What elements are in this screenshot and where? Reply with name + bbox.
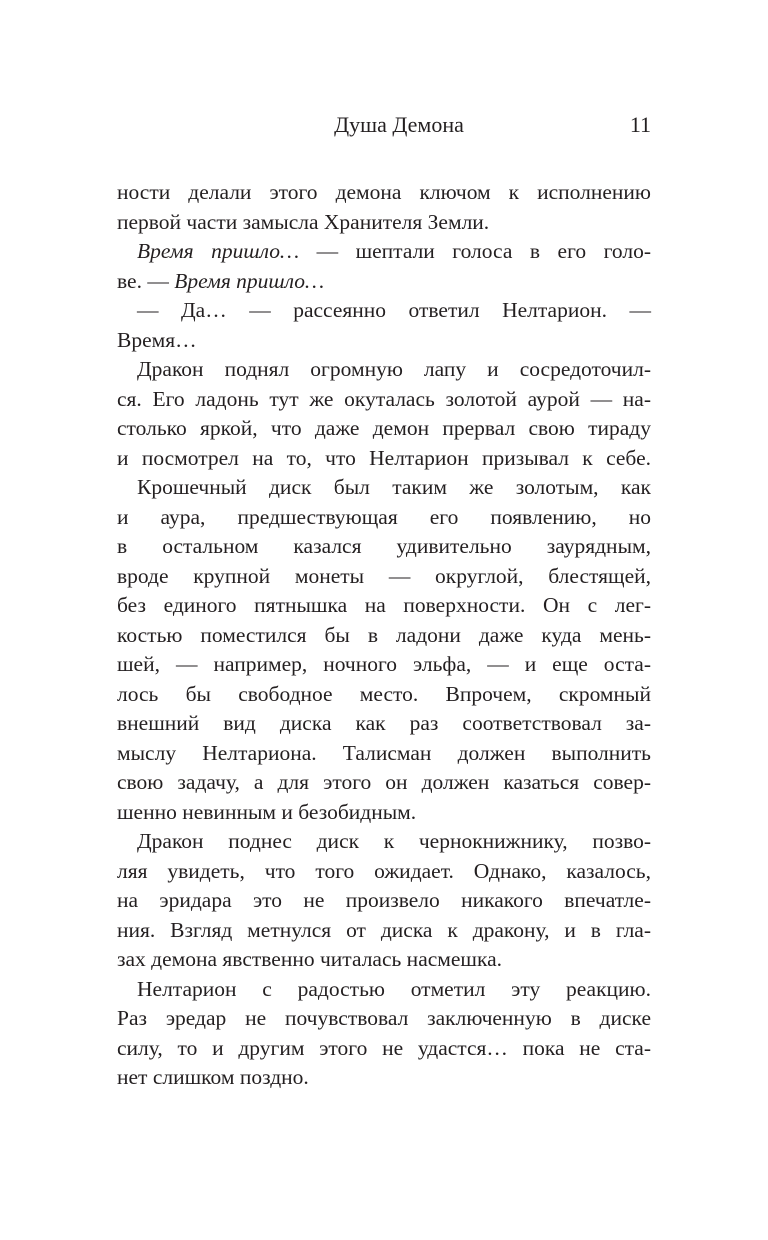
text-line: ния. Взгляд метнулся от диска к дракону, и в гла- [117, 917, 651, 942]
text-line: внешний вид диска как раз соответствовал за- [117, 711, 651, 735]
text-line: зах демона явственно читалась насмешка. [117, 947, 503, 971]
text-line: и аура, предшествующая его появлению, но [117, 504, 651, 529]
text-line: Время… [117, 327, 197, 352]
text-line: свою задачу, а для этого он должен казаться совер- [117, 770, 651, 794]
text-line: Раз эредар не почувствовал заключенную в диске [117, 1006, 651, 1030]
text-line: Дракон поднес диск к чернокнижнику, позво- [137, 829, 651, 853]
text-line: столько яркой, что даже демон прервал свою тираду [117, 416, 651, 440]
italic-text: Время пришло… [137, 239, 300, 263]
italic-text: Время пришло… [174, 268, 325, 293]
text-line: первой части замысла Хранителя Земли. [117, 209, 490, 234]
text-line: лось бы свободное место. Впрочем, скромный [117, 681, 651, 706]
text-line: костью поместился бы в ладони даже куда мень- [117, 622, 651, 647]
text-line: силу, то и другим этого не удастся… пока не ста- [117, 1035, 651, 1060]
text-span: — шептали голоса в его голо- [299, 239, 651, 263]
text-line: на эридара это не произвело никакого впечатле- [117, 888, 651, 912]
text-line: шей, — например, ночного эльфа, — и еще оста- [117, 652, 651, 676]
text-line: ся. Его ладонь тут же окуталась золотой аурой — на- [117, 386, 651, 411]
text-line: и посмотрел на то, что Нелтарион призывал к себе. [117, 445, 651, 470]
text-line: ляя увидеть, что того ожидает. Однако, казалось, [117, 858, 651, 883]
text-line: Дракон поднял огромную лапу и сосредоточил- [137, 357, 651, 381]
text-line: нет слишком поздно. [117, 1065, 309, 1089]
body-text [117, 178, 651, 1093]
page-header [117, 112, 651, 144]
text-line: ности делали этого демона ключом к исполнению [117, 180, 651, 204]
text-line [117, 267, 651, 297]
text-line: в остальном казался удивительно заурядным, [117, 534, 651, 558]
text-line: шенно невинным и безобидным. [117, 799, 417, 824]
text-line [117, 237, 651, 267]
text-line: мыслу Нелтариона. Талисман должен выполнить [117, 740, 651, 765]
text-line: Нелтарион с радостью отметил эту реакцию. [137, 976, 651, 1001]
running-title: Душа Демона [334, 112, 464, 137]
text-line: без единого пятнышка на поверхности. Он с лег- [117, 593, 651, 617]
text-line: Крошечный диск был таким же золотым, как [137, 475, 651, 499]
text-line: — Да… — рассеянно ответил Нелтарион. — [137, 298, 651, 322]
text-line: вроде крупной монеты — округлой, блестящей, [117, 563, 651, 588]
page-number: 11 [629, 112, 651, 137]
text-span: ве. — [117, 268, 175, 293]
